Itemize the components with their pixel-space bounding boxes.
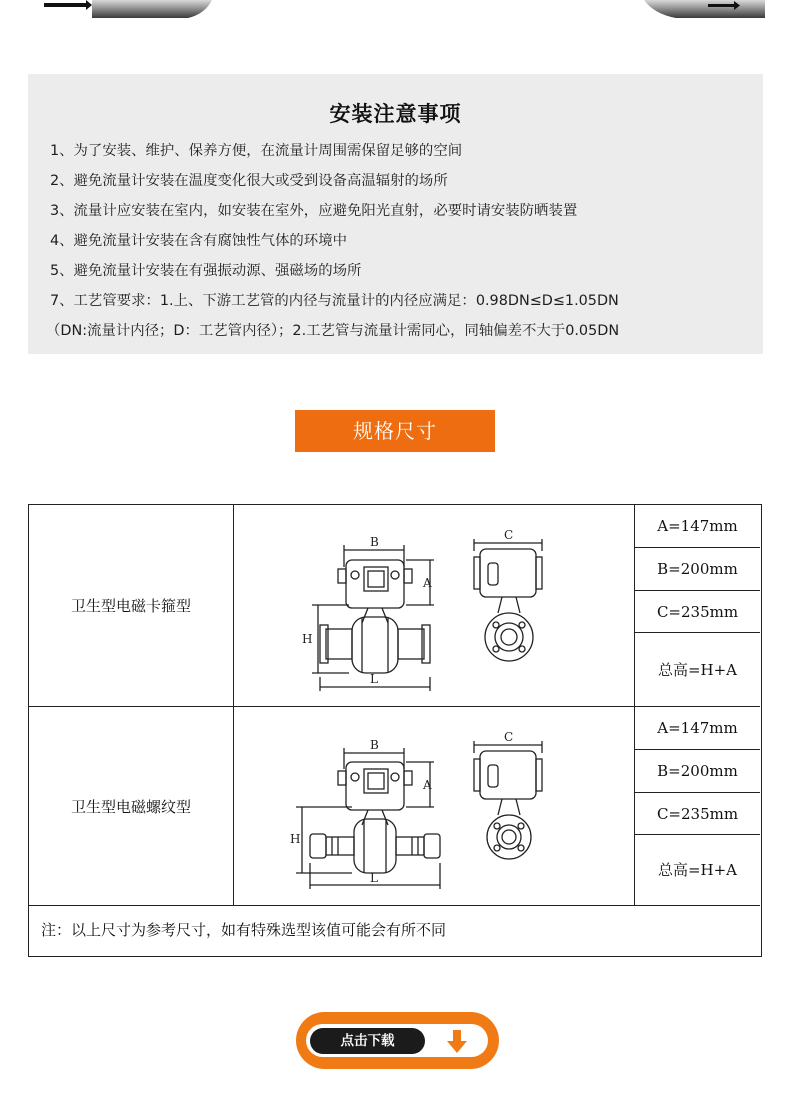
label-c: C [504,528,514,542]
note-item-continued: （DN:流量计内径；D：工艺管内径）；2.工艺管与流量计需同心，同轴偏差不大于0.05DN [46,323,620,339]
notes-title: 安装注意事项 [329,102,462,126]
note-item: 4、避免流量计安装在含有腐蚀性气体的环境中 [50,233,347,249]
table-row [29,707,760,906]
dimension-values [635,707,760,905]
label-b: B [370,535,379,549]
label-a: A [423,778,432,792]
section-title-specs: 规格尺寸 [295,410,495,452]
dimension-drawing-clamp [234,505,635,706]
note-item: 2、避免流量计安装在温度变化很大或受到设备高温辐射的场所 [50,173,448,189]
table-note-row [29,906,760,955]
label-l: L [370,672,378,686]
label-c: C [504,730,514,744]
dim-total-height: 总高=H+A [657,660,738,679]
label-h: H [302,632,313,646]
flowmeter-clamp-drawing-icon [234,505,635,707]
label-a: A [423,576,432,590]
model-name: 卫生型电磁卡箍型 [29,505,234,706]
dim-a: A=147mm [635,707,760,750]
flowmeter-thread-drawing-icon [234,707,635,906]
pipe-right-icon [644,0,765,18]
note-item: 1、为了安装、维护、保养方便，在流量计周围需保留足够的空间 [50,143,463,159]
label-l: L [370,871,378,885]
dim-b: B=200mm [635,548,760,591]
dim-c: C=235mm [635,793,760,835]
pipe-decoration [0,0,790,30]
arrow-down-icon [444,1028,470,1054]
note-item: 5、避免流量计安装在有强振动源、强磁场的场所 [50,263,362,279]
notes-list [46,136,755,346]
dim-b: B=200mm [635,750,760,793]
spec-table [28,504,762,957]
table-row [29,505,760,707]
model-name: 卫生型电磁螺纹型 [29,707,234,905]
pipe-left-icon [44,0,212,18]
label-b: B [370,738,379,752]
download-label: 点击下载 [310,1028,425,1054]
download-button[interactable] [296,1012,499,1069]
dimension-values [635,505,760,706]
note-item: 7、工艺管要求：1.上、下游工艺管的内径与流量计的内径应满足：0.98DN≤D≤1.05DN [50,293,619,309]
dim-total-height: 总高=H+A [657,861,738,879]
dimension-drawing-thread [234,707,635,905]
label-h: H [290,832,301,846]
note-item: 3、流量计应安装在室内，如安装在室外，应避免阳光直射，必要时请安装防晒装置 [50,203,578,219]
table-note: 注：以上尺寸为参考尺寸，如有特殊选型该值可能会有所不同 [41,921,447,939]
dim-a: A=147mm [635,505,760,548]
installation-notes-panel [28,74,763,354]
dim-c: C=235mm [635,591,760,633]
